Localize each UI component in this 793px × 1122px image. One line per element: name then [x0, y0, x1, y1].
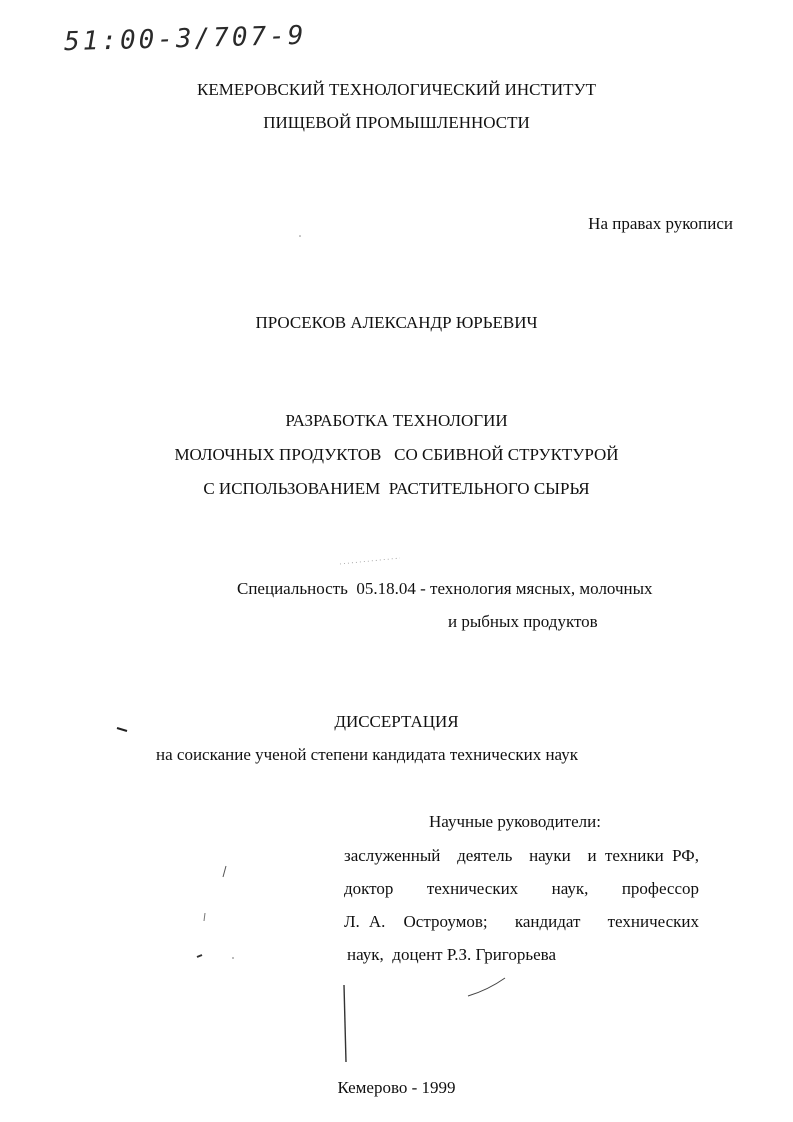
place-and-year: Кемерово - 1999: [337, 1078, 456, 1097]
supervisors-heading: Научные руководители:: [429, 812, 601, 831]
specialty-line1: Специальность 05.18.04 - технология мясных, молочных: [237, 579, 653, 598]
specialty-line2: и рыбных продуктов: [448, 612, 598, 631]
thesis-title-line3: С ИСПОЛЬЗОВАНИЕМ РАСТИТЕЛЬНОГО СЫРЬЯ: [203, 479, 590, 498]
supervisors-line1: заслуженный деятель науки и техники РФ,: [344, 846, 699, 865]
document-type: ДИССЕРТАЦИЯ: [334, 712, 459, 731]
pen-mark: [204, 913, 205, 921]
pen-stroke: [468, 978, 505, 996]
thesis-title-line2: МОЛОЧНЫХ ПРОДУКТОВ СО СБИВНОЙ СТРУКТУРОЙ: [174, 445, 619, 464]
supervisors-line4: наук, доцент Р.З. Григорьева: [347, 945, 557, 964]
pen-mark: [197, 955, 202, 957]
institute-name-line1: КЕМЕРОВСКИЙ ТЕХНОЛОГИЧЕСКИЙ ИНСТИТУТ: [197, 80, 596, 99]
faint-dots: [340, 558, 400, 564]
supervisors-line2: доктор технических наук, профессор: [344, 879, 699, 898]
thesis-title-line1: РАЗРАБОТКА ТЕХНОЛОГИИ: [285, 411, 508, 430]
pen-mark: [223, 866, 226, 877]
rights-note: На правах рукописи: [588, 214, 733, 233]
institute-name-line2: ПИЩЕВОЙ ПРОМЫШЛЕННОСТИ: [263, 113, 530, 132]
archive-number-handwritten: 51:00-3/707-9: [63, 20, 307, 58]
degree-statement: на соискание ученой степени кандидата технических наук: [156, 745, 579, 764]
supervisors-line3: Л. А. Остроумов; кандидат технических: [344, 912, 699, 931]
author-name: ПРОСЕКОВ АЛЕКСАНДР ЮРЬЕВИЧ: [255, 313, 538, 332]
margin-line: [344, 985, 346, 1062]
speck: [299, 235, 301, 237]
